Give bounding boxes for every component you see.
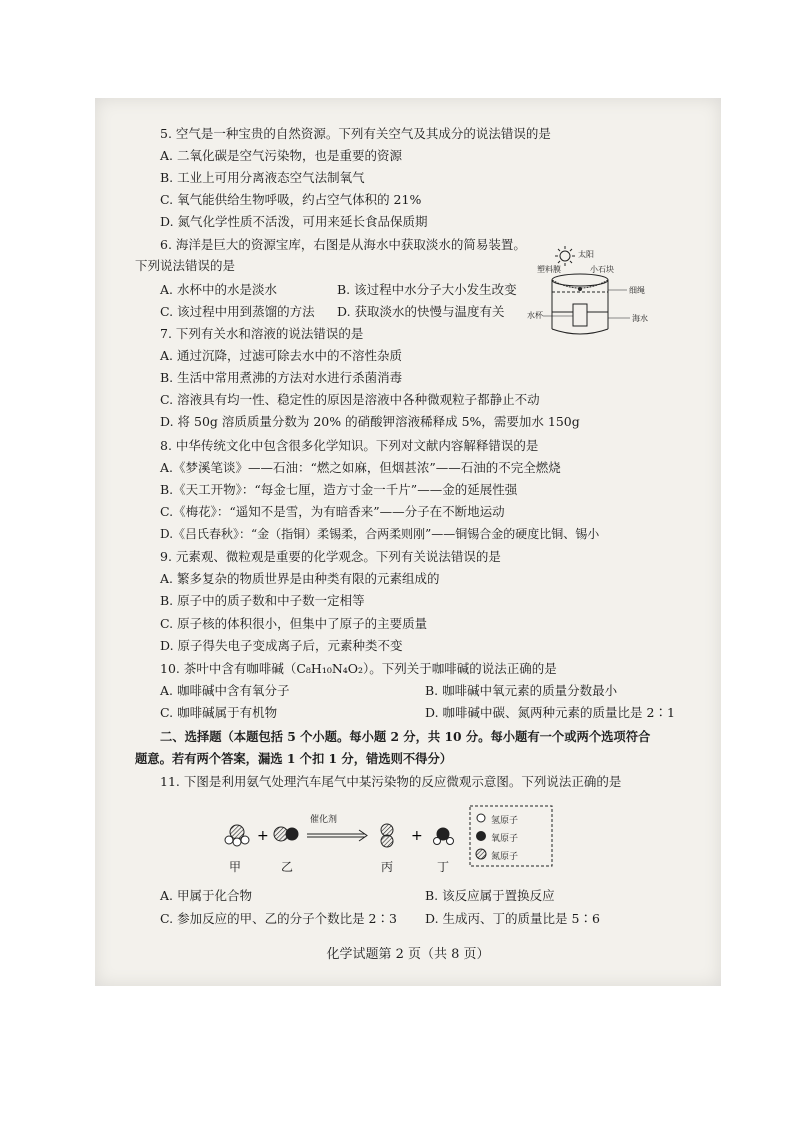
q11-stem: 11. 下图是利用氨气处理汽车尾气中某污染物的反应微观示意图。下列说法正确的是	[160, 774, 622, 789]
q10-stem: 10. 茶叶中含有咖啡碱（C₈H₁₀N₄O₂）。下列关于咖啡碱的说法正确的是	[160, 661, 557, 676]
q7-option-d: D. 将 50g 溶质质量分数为 20% 的硝酸钾溶液稀释成 5%，需要加水 150g	[160, 414, 580, 429]
section2-instructions: 题意。若有两个答案，漏选 1 个扣 1 分，错选则不得分）	[135, 751, 453, 766]
legend-h-symbol	[477, 814, 485, 822]
label-ding: 丁	[437, 860, 450, 874]
label-stone: 小石块	[590, 265, 614, 274]
q10-option-a: A. 咖啡碱中含有氧分子	[160, 683, 290, 698]
q6-option-a: A. 水杯中的水是淡水	[160, 282, 277, 297]
q7-option-c: C. 溶液具有均一性、稳定性的原因是溶液中各种微观粒子都静止不动	[160, 392, 540, 407]
q5-option-b: B. 工业上可用分离液态空气法制氧气	[160, 170, 365, 185]
q7-option-b: B. 生活中常用煮沸的方法对水进行杀菌消毒	[160, 370, 403, 385]
catalyst-label: 催化剂	[310, 815, 338, 825]
desalination-figure	[527, 244, 665, 344]
label-cup: 水杯	[527, 311, 543, 320]
legend-n-symbol	[476, 849, 486, 859]
q5-option-c: C. 氧气能供给生物呼吸，约占空气体积的 21%	[160, 192, 422, 207]
svg-text:+: +	[257, 828, 269, 844]
q11-option-b: B. 该反应属于置换反应	[425, 888, 555, 903]
page-footer: 化学试题第 2 页（共 8 页）	[326, 947, 490, 962]
molecule-ding	[434, 828, 454, 845]
label-seawater: 海水	[632, 314, 648, 323]
exam-page	[95, 98, 721, 986]
q8-option-d: D.《吕氏春秋》：“金（指铜）柔锡柔，合两柔则刚”——铜锡合金的硬度比铜、锡小	[160, 527, 600, 541]
q7-stem: 7. 下列有关水和溶液的说法错误的是	[160, 326, 364, 341]
q10-option-c: C. 咖啡碱属于有机物	[160, 705, 278, 720]
q5-stem: 5. 空气是一种宝贵的自然资源。下列有关空气及其成分的说法错误的是	[160, 126, 551, 141]
label-sun: 太阳	[578, 250, 594, 259]
q6-stem-2: 下列说法错误的是	[135, 258, 236, 273]
q8-option-b: B.《天工开物》：“每金七厘，造方寸金一千片”——金的延展性强	[160, 482, 518, 497]
q10-option-b: B. 咖啡碱中氧元素的质量分数最小	[425, 683, 618, 698]
q9-option-b: B. 原子中的质子数和中子数一定相等	[160, 593, 365, 608]
legend-n-label: 氮原子	[491, 852, 519, 862]
molecule-jia	[225, 825, 249, 846]
molecule-yi	[274, 827, 298, 841]
sun-icon	[555, 246, 575, 266]
q6-option-b: B. 该过程中水分子大小发生改变	[337, 282, 517, 297]
desalination-diagram	[535, 244, 665, 344]
q8-stem: 8. 中华传统文化中包含很多化学知识。下列对文献内容解释错误的是	[160, 438, 539, 453]
legend-h-label: 氢原子	[491, 816, 519, 826]
q9-option-c: C. 原子核的体积很小，但集中了原子的主要质量	[160, 616, 428, 631]
q7-option-a: A. 通过沉降，过滤可除去水中的不溶性杂质	[160, 348, 402, 363]
label-rope: 细绳	[629, 286, 645, 295]
q6-option-d: D. 获取淡水的快慢与温度有关	[337, 304, 505, 319]
container-shape	[543, 274, 630, 334]
q10-option-d: D. 咖啡碱中碳、氮两种元素的质量比是 2∶1	[425, 705, 675, 720]
q11-option-a: A. 甲属于化合物	[160, 888, 252, 903]
reaction-arrow	[307, 830, 367, 841]
q11-option-c: C. 参加反应的甲、乙的分子个数比是 2∶3	[160, 911, 397, 926]
molecule-bing	[381, 824, 393, 847]
label-bing: 丙	[381, 860, 394, 874]
q6-option-c: C. 该过程中用到蒸馏的方法	[160, 304, 315, 319]
q6-stem: 6. 海洋是巨大的资源宝库，右图是从海水中获取淡水的简易装置。	[160, 237, 526, 252]
q5-option-a: A. 二氧化碳是空气污染物，也是重要的资源	[160, 148, 402, 163]
q8-option-c: C.《梅花》：“遥知不是雪，为有暗香来”——分子在不断地运动	[160, 504, 505, 519]
legend-o-symbol	[477, 832, 486, 841]
legend-o-label: 氧原子	[491, 834, 519, 844]
label-jia: 甲	[229, 860, 242, 874]
q8-option-a: A.《梦溪笔谈》——石油：“燃之如麻，但烟甚浓”——石油的不完全燃烧	[160, 460, 561, 475]
q11-option-d: D. 生成丙、丁的质量比是 5∶6	[425, 911, 600, 926]
reaction-diagram	[215, 798, 565, 878]
section2-heading: 二、选择题（本题包括 5 个小题。每小题 2 分，共 10 分。每小题有一个或两个选项符合	[160, 729, 651, 744]
q9-option-d: D. 原子得失电子变成离子后，元素种类不变	[160, 638, 403, 653]
q9-stem: 9. 元素观、微粒观是重要的化学观念。下列有关说法错误的是	[160, 549, 501, 564]
label-film: 塑料膜	[537, 265, 561, 274]
q5-option-d: D. 氮气化学性质不活泼，可用来延长食品保质期	[160, 214, 428, 229]
label-yi: 乙	[281, 860, 294, 874]
q9-option-a: A. 繁多复杂的物质世界是由种类有限的元素组成的	[160, 571, 440, 586]
svg-text:+: +	[411, 828, 423, 844]
